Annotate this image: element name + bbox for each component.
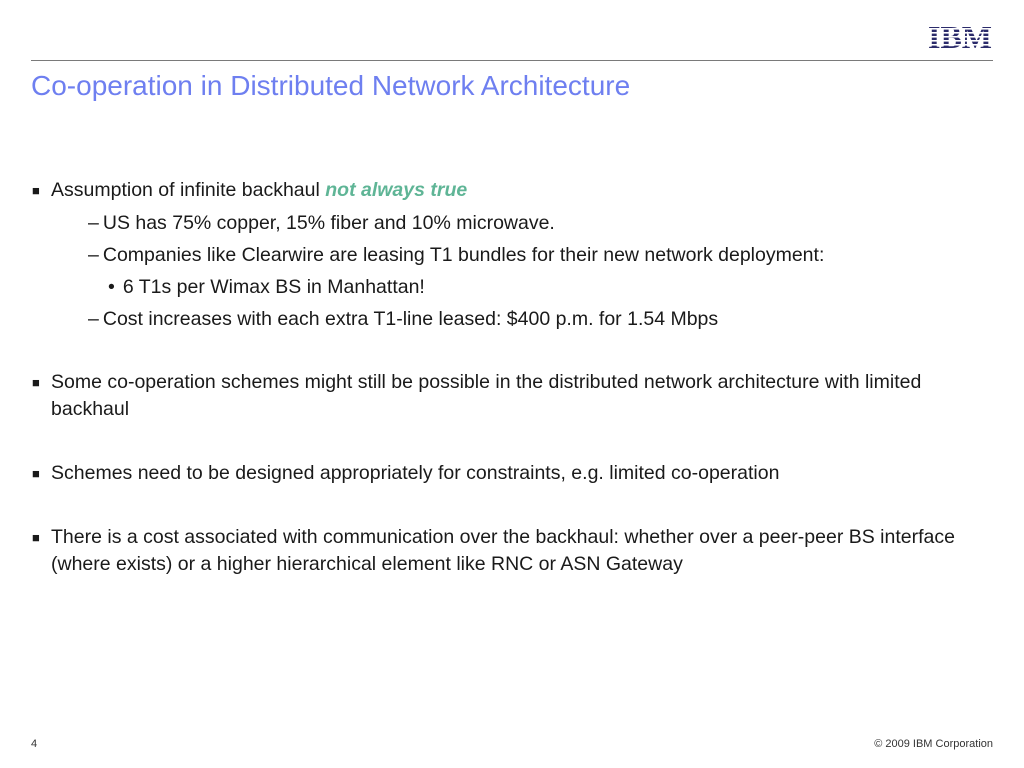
sub-sub-bullet-manhattan: [31, 271, 991, 303]
ibm-logo: [926, 21, 994, 53]
sub-bullet-text: Companies like Clearwire are leasing T1 bundles for their new network deployment:: [102, 244, 825, 266]
bullet-text: Schemes need to be designed appropriately for constraints, e.g. limited co-operation: [51, 462, 780, 484]
square-bullet-icon: ■: [32, 183, 40, 198]
bullet-backhaul-assumption: [31, 175, 991, 207]
page-number: 4: [31, 738, 38, 750]
sub-bullet-text: Cost increases with each extra T1-line leased: $400 p.m. for 1.54 Mbps: [102, 308, 719, 330]
dash-icon: –: [88, 244, 99, 266]
dash-icon: –: [88, 212, 99, 234]
bullet-text-main: Assumption of infinite backhaul: [51, 179, 320, 201]
sub-bullet-copper: [31, 207, 991, 239]
sub-bullet-cost: [31, 303, 991, 335]
slide-body: [31, 175, 991, 581]
bullet-text: Some co-operation schemes might still be possible in the distributed network architecture with limited backhaul: [51, 371, 922, 420]
slide-title: Co-operation in Distributed Network Architecture: [31, 70, 631, 101]
ibm-logo-graphic: [926, 21, 994, 53]
dot-bullet-icon: •: [108, 276, 115, 298]
square-bullet-icon: ■: [32, 530, 40, 545]
sub-bullet-text: US has 75% copper, 15% fiber and 10% microwave.: [102, 212, 555, 234]
bullet-text: [51, 175, 991, 207]
square-bullet-icon: ■: [32, 466, 40, 481]
sub-sub-bullet-text: 6 T1s per Wimax BS in Manhattan!: [122, 276, 425, 298]
bullet-text: There is a cost associated with communication over the backhaul: whether over a peer-peer BS interface (where exists) or a higher hierarchical element like RNC or ASN Gateway: [51, 526, 955, 575]
dash-icon: –: [88, 308, 99, 330]
bullet-co-operation-schemes: [31, 367, 991, 426]
square-bullet-icon: ■: [32, 375, 40, 390]
header-rule: [31, 60, 993, 61]
highlight-not-always-true: not always true: [325, 179, 468, 201]
bullet-schemes-design: [31, 458, 991, 490]
sub-bullet-clearwire: [31, 239, 991, 271]
bullet-backhaul-cost: [31, 522, 991, 581]
copyright-notice: © 2009 IBM Corporation: [874, 738, 993, 750]
